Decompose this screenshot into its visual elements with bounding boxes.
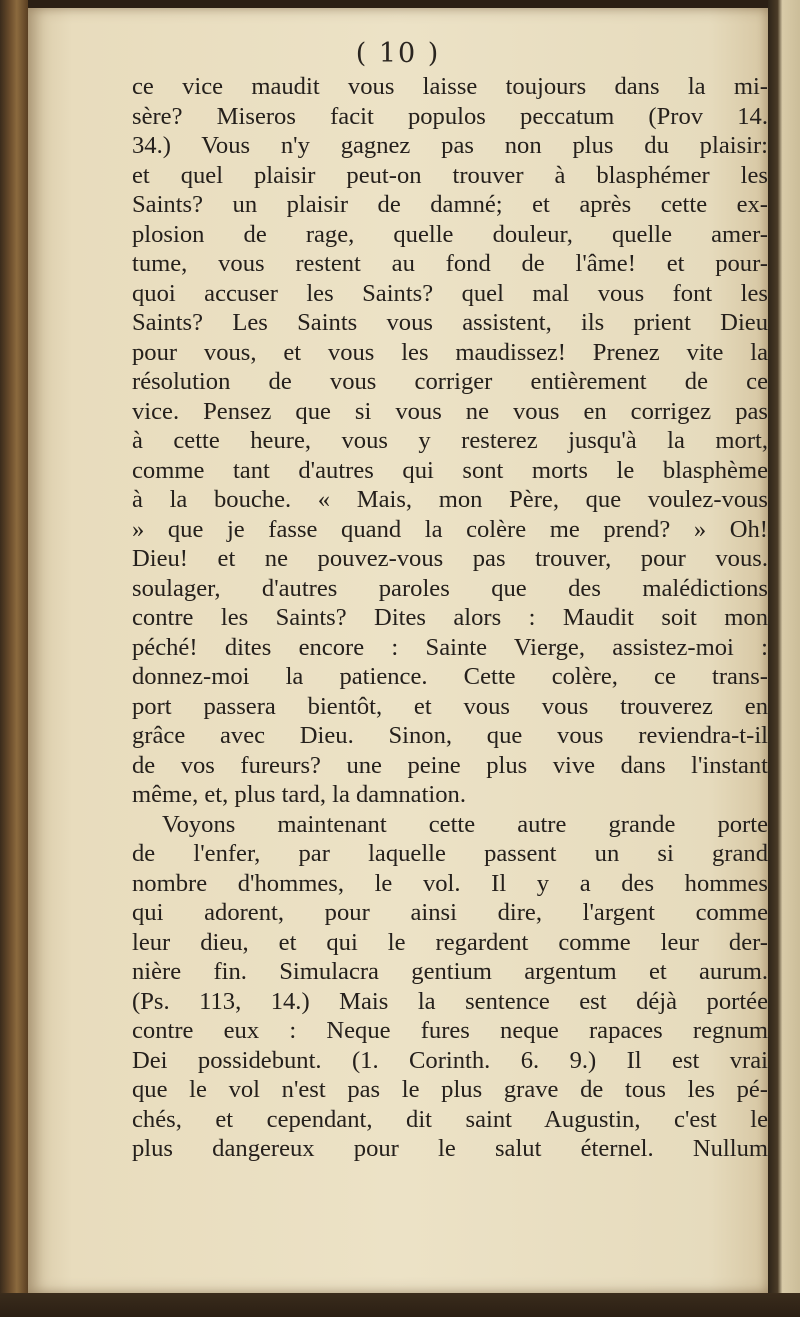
text-line: vice. Pensez que si vous ne vous en corrigez pas: [132, 397, 768, 425]
text-line: à cette heure, vous y resterez jusqu'à la mort,: [132, 427, 768, 454]
body-text: [132, 72, 768, 1164]
text-line: nombre d'hommes, le vol. Il y a des hommes: [132, 869, 768, 897]
text-line: 34.) Vous n'y gagnez pas non plus du plaisir:: [132, 132, 768, 159]
text-line: soulager, d'autres paroles que des malédictions: [132, 574, 768, 602]
text-line: résolution de vous corriger entièrement de ce: [132, 368, 768, 395]
text-line: ce vice maudit vous laisse toujours dans la mi-: [132, 73, 768, 100]
text-line: de vos fureurs? une peine plus vive dans l'instant: [132, 751, 768, 779]
book-page: [28, 8, 768, 1293]
page-edge: [768, 0, 800, 1317]
text-line: de l'enfer, par laquelle passent un si grand: [132, 840, 768, 867]
page-number: ( 10 ): [355, 38, 441, 69]
text-line: que le vol n'est pas le plus grave de tous les pé-: [132, 1076, 768, 1103]
text-line: sère? Miseros facit populos peccatum (Prov 14.: [132, 102, 768, 130]
text-line: contre eux : Neque fures neque rapaces regnum: [132, 1017, 768, 1044]
text-line: plosion de rage, quelle douleur, quelle amer-: [132, 220, 768, 248]
book-bottom-edge: [0, 1293, 800, 1317]
text-line: Voyons maintenant cette autre grande porte: [162, 810, 768, 838]
text-line: quoi accuser les Saints? quel mal vous font les: [132, 279, 768, 307]
text-line: qui adorent, pour ainsi dire, l'argent comme: [132, 899, 768, 926]
text-line: à la bouche. « Mais, mon Père, que voulez-vous: [132, 486, 768, 513]
text-line: même, et, plus tard, la damnation.: [132, 781, 466, 808]
text-line: leur dieu, et qui le regardent comme leur der-: [132, 928, 768, 956]
text-line: (Ps. 113, 14.) Mais la sentence est déjà portée: [132, 987, 768, 1015]
text-line: et quel plaisir peut-on trouver à blasphémer les: [132, 161, 768, 189]
text-line: » que je fasse quand la colère me prend? » Oh!: [132, 515, 768, 543]
text-line: contre les Saints? Dites alors : Maudit soit mon: [132, 604, 768, 631]
text-line: nière fin. Simulacra gentium argentum et aurum.: [132, 958, 768, 985]
text-line: Dieu! et ne pouvez-vous pas trouver, pour vous.: [132, 545, 768, 572]
text-line: comme tant d'autres qui sont morts le blasphème: [132, 456, 768, 484]
text-line: chés, et cependant, dit saint Augustin, c'est le: [132, 1105, 768, 1133]
text-line: Saints? Les Saints vous assistent, ils prient Dieu: [132, 309, 768, 336]
text-line: péché! dites encore : Sainte Vierge, assistez-moi :: [132, 633, 768, 661]
text-line: Dei possidebunt. (1. Corinth. 6. 9.) Il est vrai: [132, 1046, 768, 1074]
text-line: tume, vous restent au fond de l'âme! et pour-: [132, 250, 768, 277]
text-line: pour vous, et vous les maudissez! Prenez vite la: [132, 338, 768, 366]
text-line: port passera bientôt, et vous vous trouverez en: [132, 692, 768, 720]
text-line: donnez-moi la patience. Cette colère, ce trans-: [132, 663, 768, 690]
text-line: Saints? un plaisir de damné; et après cette ex-: [132, 191, 768, 218]
book-binding: [0, 0, 28, 1317]
text-line: plus dangereux pour le salut éternel. Nullum: [132, 1135, 768, 1162]
text-line: grâce avec Dieu. Sinon, que vous reviendra-t-il: [132, 722, 768, 749]
